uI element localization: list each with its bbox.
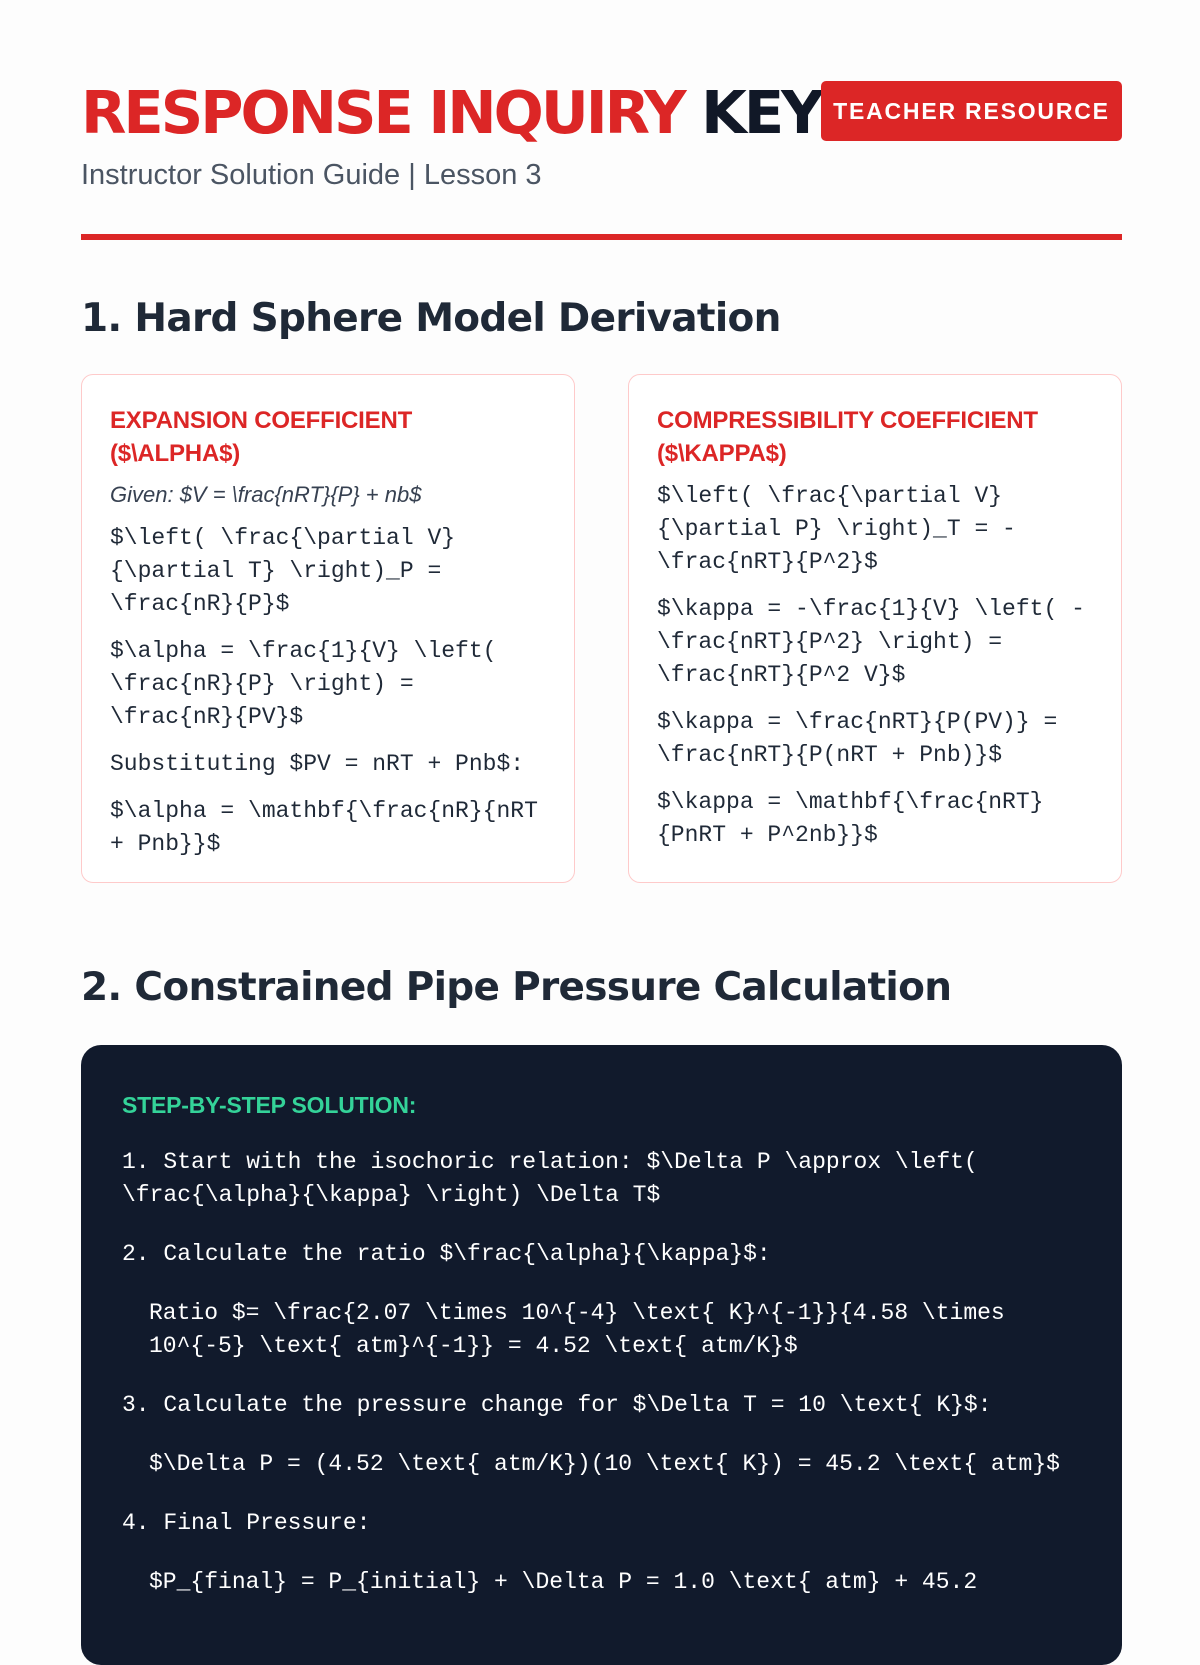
- solution-step: $\Delta P = (4.52 \text{ atm/K})(10 \text{ K}) = 45.2 \text{ atm}$: [149, 1451, 1060, 1477]
- title-red-part: RESPONSE INQUIRY: [81, 78, 702, 147]
- math-line: $\kappa = -\frac{1}{V} \left( -\frac{nRT}{P^2} \right) = \frac{nRT}{P^2 V}$: [657, 596, 1085, 688]
- math-line: Substituting $PV = nRT + Pnb$:: [110, 751, 525, 777]
- solution-panel: [81, 1045, 1122, 1665]
- teacher-resource-badge: TEACHER RESOURCE: [821, 81, 1122, 141]
- solution-step: 1. Start with the isochoric relation: $\Delta P \approx \left( \frac{\alpha}{\kappa} \right) \Delta T$: [122, 1149, 978, 1208]
- solution-step: Ratio $= \frac{2.07 \times 10^{-4} \text{ K}^{-1}}{4.58 \times 10^{-5} \text{ atm}^{-1}} = 4.52 \text{ atm/K}$: [149, 1300, 1005, 1359]
- card-label: COMPRESSIBILITY COEFFICIENT ($\KAPPA$): [657, 407, 1038, 467]
- section-title-pipe-pressure: 2. Constrained Pipe Pressure Calculation: [81, 965, 952, 1010]
- expansion-coefficient-card: [81, 374, 575, 883]
- header-divider: [81, 234, 1122, 240]
- math-line: $\kappa = \frac{nRT}{P(PV)} = \frac{nRT}{P(nRT + Pnb)}$: [657, 709, 1058, 768]
- header: [81, 78, 1122, 238]
- page-subtitle: Instructor Solution Guide | Lesson 3: [81, 159, 542, 191]
- title-dark-part: KEY: [701, 78, 821, 147]
- math-line: $\alpha = \frac{1}{V} \left( \frac{nR}{P} \right) = \frac{nR}{PV}$: [110, 638, 497, 730]
- card-label: EXPANSION COEFFICIENT ($\ALPHA$): [110, 407, 413, 467]
- compressibility-coefficient-card: [628, 374, 1122, 883]
- page-title: [81, 78, 821, 148]
- given-equation: Given: $V = \frac{nRT}{P} + nb$: [110, 482, 422, 507]
- solution-label: STEP-BY-STEP SOLUTION:: [122, 1092, 417, 1118]
- solution-step: 3. Calculate the pressure change for $\Delta T = 10 \text{ K}$:: [122, 1392, 992, 1418]
- solution-step: 2. Calculate the ratio $\frac{\alpha}{\kappa}$:: [122, 1241, 771, 1267]
- title-row: [81, 78, 1122, 148]
- math-line: $\kappa = \mathbf{\frac{nRT}{PnRT + P^2nb}}$: [657, 789, 1044, 848]
- math-line: $\alpha = \mathbf{\frac{nR}{nRT + Pnb}}$: [110, 798, 538, 857]
- solution-step: 4. Final Pressure:: [122, 1510, 371, 1536]
- solution-step: $P_{final} = P_{initial} + \Delta P = 1.0 \text{ atm} + 45.2: [149, 1569, 978, 1595]
- math-line: $\left( \frac{\partial V}{\partial P} \right)_T = -\frac{nRT}{P^2}$: [657, 483, 1016, 575]
- section-title-hard-sphere: 1. Hard Sphere Model Derivation: [81, 296, 781, 341]
- math-line: $\left( \frac{\partial V}{\partial T} \right)_P = \frac{nR}{P}$: [110, 525, 456, 617]
